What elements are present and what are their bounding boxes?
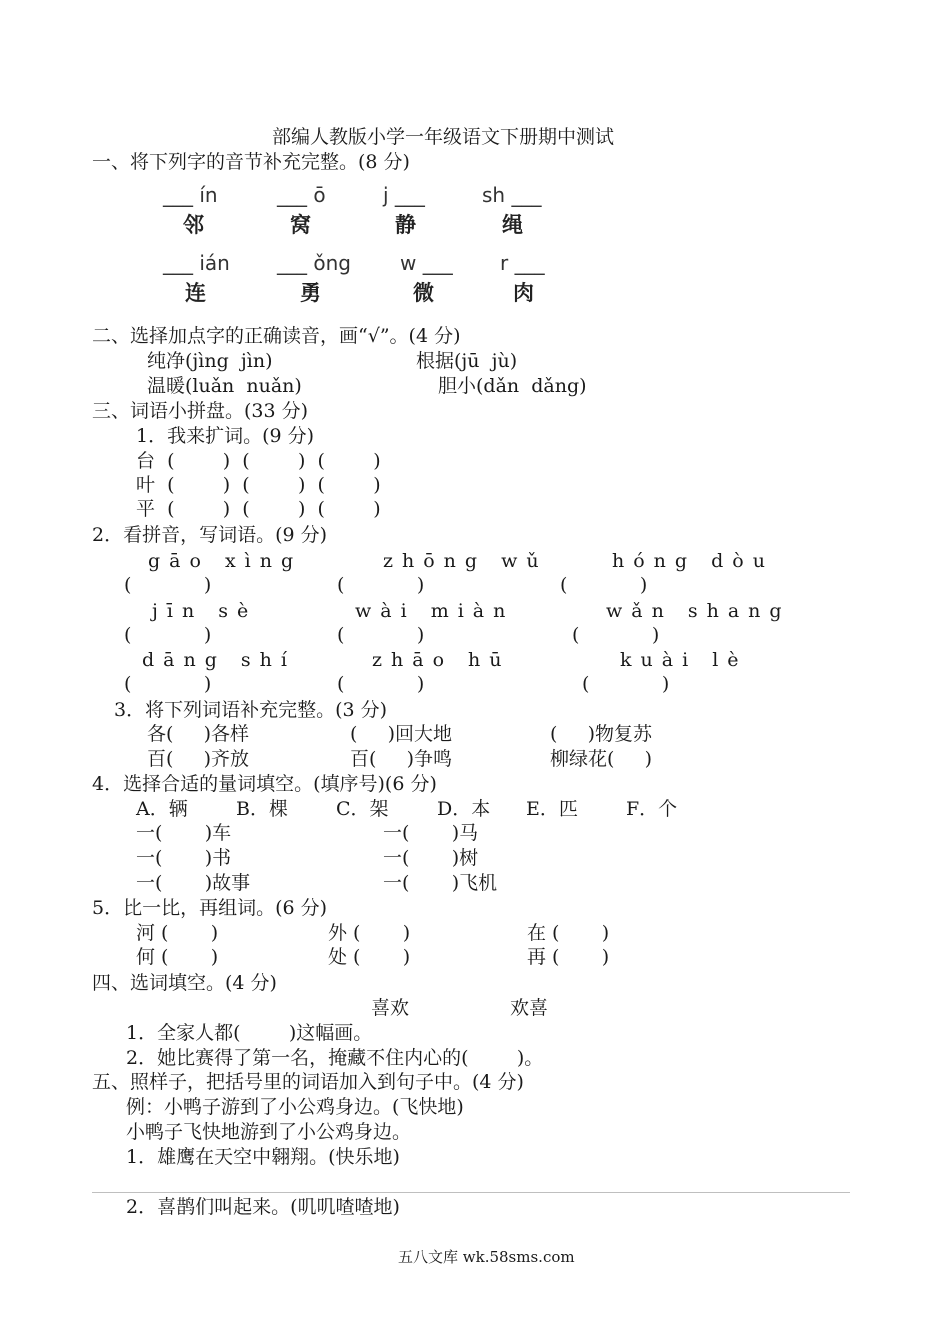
measure-word-item: 一( )树 xyxy=(383,847,479,869)
answer-parentheses: ( ) xyxy=(560,574,648,596)
answer-parentheses: ( ) xyxy=(337,624,425,646)
fill-item: 2．她比赛得了第一名，掩藏不住内心的( )。 xyxy=(126,1047,544,1069)
pinyin-prompt: dāng shí xyxy=(142,649,296,671)
answer-parentheses: ( ) xyxy=(124,574,212,596)
pinyin-blank: ___ ō xyxy=(277,183,326,207)
word-choice: 欢喜 xyxy=(510,997,549,1019)
question-heading: 5．比一比，再组词。(6 分) xyxy=(92,897,328,919)
hanzi-char: 肉 xyxy=(513,281,534,305)
compare-item: 再 ( ) xyxy=(527,946,610,968)
pinyin-blank: sh ___ xyxy=(482,183,542,207)
section-5-heading: 五、照样子，把括号里的词语加入到句子中。(4 分) xyxy=(92,1071,524,1093)
hanzi-char: 邻 xyxy=(183,213,204,237)
question-heading: 1．我来扩词。(9 分) xyxy=(136,425,315,447)
answer-parentheses: ( ) xyxy=(124,673,212,695)
section-1-heading: 一、将下列字的音节补充完整。(8 分) xyxy=(92,151,410,173)
reading-choice: 胆小(dǎn dǎng) xyxy=(438,375,587,397)
answer-parentheses: ( ) xyxy=(337,673,425,695)
answer-parentheses: ( ) xyxy=(337,574,425,596)
section-3-heading: 三、词语小拼盘。(33 分) xyxy=(92,400,309,422)
pinyin-prompt: wài miàn xyxy=(355,600,515,622)
answer-parentheses: ( ) xyxy=(124,624,212,646)
idiom-item: 百( )齐放 xyxy=(147,748,250,770)
example-answer: 小鸭子飞快地游到了小公鸡身边。 xyxy=(126,1121,412,1143)
page-title: 部编人教版小学一年级语文下册期中测试 xyxy=(272,126,615,148)
pinyin-prompt: wǎn shang xyxy=(606,600,791,622)
compare-item: 外 ( ) xyxy=(328,922,411,944)
idiom-item: 柳绿花( ) xyxy=(550,748,653,770)
measure-word-item: 一( )马 xyxy=(383,822,479,844)
compare-item: 在 ( ) xyxy=(527,922,610,944)
compare-item: 河 ( ) xyxy=(136,922,219,944)
idiom-item: ( )物复苏 xyxy=(550,723,653,745)
pinyin-blank: ___ ǒng xyxy=(277,251,351,275)
fill-item: 1．全家人都( )这幅画。 xyxy=(126,1022,373,1044)
reading-choice: 根据(jū jù) xyxy=(416,350,518,372)
sentence-item: 1．雄鹰在天空中翱翔。(快乐地) xyxy=(126,1146,400,1168)
footer-watermark: 五八文库 wk.58sms.com xyxy=(398,1248,575,1266)
measure-word-option: C．架 xyxy=(336,798,389,820)
compare-item: 处 ( ) xyxy=(328,946,411,968)
sentence-item: 2．喜鹊们叫起来。(叽叽喳喳地) xyxy=(126,1196,400,1218)
pinyin-prompt: zhāo hū xyxy=(372,649,511,671)
measure-word-option: A．辆 xyxy=(136,798,188,820)
pinyin-blank: ___ ián xyxy=(163,251,230,275)
word-choice: 喜欢 xyxy=(371,997,410,1019)
section-4-heading: 四、选词填空。(4 分) xyxy=(92,972,277,994)
word-expansion-row: 平 ( ) ( ) ( ) xyxy=(136,498,381,520)
example-sentence: 例：小鸭子游到了小公鸡身边。(飞快地) xyxy=(126,1096,464,1118)
answer-parentheses: ( ) xyxy=(572,624,660,646)
pinyin-prompt: gāo xìng xyxy=(148,550,303,572)
pinyin-blank: r ___ xyxy=(500,251,545,275)
pinyin-prompt: kuài lè xyxy=(620,649,748,671)
question-heading: 3．将下列词语补充完整。(3 分) xyxy=(114,699,388,721)
answer-line xyxy=(92,1192,850,1193)
hanzi-char: 勇 xyxy=(300,281,321,305)
idiom-item: 百( )争鸣 xyxy=(350,748,453,770)
question-heading: 4．选择合适的量词填空。(填序号)(6 分) xyxy=(92,773,437,795)
idiom-item: 各( )各样 xyxy=(147,723,250,745)
idiom-item: ( )回大地 xyxy=(350,723,453,745)
pinyin-blank: j ___ xyxy=(383,183,425,207)
measure-word-option: E．匹 xyxy=(526,798,578,820)
reading-choice: 温暖(luǎn nuǎn) xyxy=(147,375,302,397)
hanzi-char: 微 xyxy=(413,281,434,305)
answer-parentheses: ( ) xyxy=(582,673,670,695)
hanzi-char: 绳 xyxy=(502,213,523,237)
hanzi-char: 连 xyxy=(185,281,206,305)
compare-item: 何 ( ) xyxy=(136,946,219,968)
measure-word-option: F．个 xyxy=(626,798,678,820)
pinyin-prompt: hóng dòu xyxy=(612,550,774,572)
hanzi-char: 窝 xyxy=(290,213,311,237)
measure-word-item: 一( )车 xyxy=(136,822,232,844)
reading-choice: 纯净(jìng jìn) xyxy=(147,350,273,372)
section-2-heading: 二、选择加点字的正确读音，画“√”。(4 分) xyxy=(92,325,461,347)
measure-word-option: D．本 xyxy=(437,798,491,820)
measure-word-item: 一( )飞机 xyxy=(383,872,498,894)
measure-word-option: B．棵 xyxy=(236,798,288,820)
word-expansion-row: 台 ( ) ( ) ( ) xyxy=(136,450,381,472)
measure-word-item: 一( )书 xyxy=(136,847,232,869)
pinyin-blank: w ___ xyxy=(400,251,453,275)
pinyin-prompt: zhōng wǔ xyxy=(383,550,548,572)
pinyin-prompt: jīn sè xyxy=(152,600,258,622)
measure-word-item: 一( )故事 xyxy=(136,872,251,894)
hanzi-char: 静 xyxy=(395,213,416,237)
word-expansion-row: 叶 ( ) ( ) ( ) xyxy=(136,474,381,496)
question-heading: 2．看拼音，写词语。(9 分) xyxy=(92,524,328,546)
pinyin-blank: ___ ín xyxy=(163,183,218,207)
